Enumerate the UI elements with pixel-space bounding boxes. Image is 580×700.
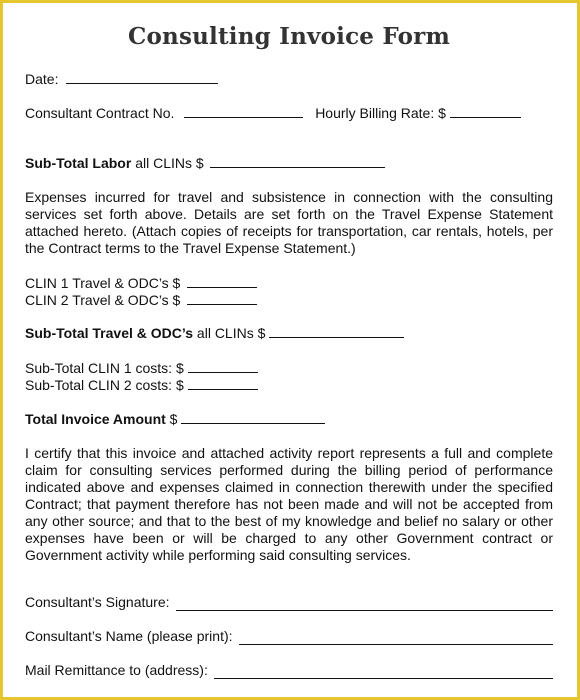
total-invoice-label: Total Invoice Amount — [25, 411, 166, 427]
contract-row — [25, 104, 521, 122]
subtotal-clin1-field[interactable] — [188, 359, 258, 373]
subtotal-travel-label: Sub-Total Travel & ODC’s — [25, 325, 194, 341]
name-label: Consultant’s Name (please print): — [25, 628, 233, 644]
clin1-travel-row — [25, 274, 257, 292]
total-invoice-suffix: $ — [169, 411, 178, 427]
clin2-travel-field[interactable] — [187, 291, 257, 305]
remittance-address-field[interactable] — [214, 665, 553, 679]
date-row — [25, 70, 218, 88]
date-field[interactable] — [66, 70, 218, 84]
signature-label: Consultant’s Signature: — [25, 594, 170, 610]
contract-number-field[interactable] — [184, 104, 303, 118]
subtotal-labor-field[interactable] — [210, 154, 385, 168]
expenses-paragraph: Expenses incurred for travel and subsistence in connection with the consulting services set forth above. Details are set forth on the Travel Expense Statement attached hereto. (Attach copies of receipts for transportation, car rentals, hotels, per the Contract terms to the Travel Expense Statement.) — [25, 189, 553, 256]
contract-label: Consultant Contract No. — [25, 105, 175, 121]
clin1-travel-label: CLIN 1 Travel & ODC’s $ — [25, 275, 181, 291]
hourly-rate-field[interactable] — [450, 104, 521, 118]
clin2-travel-row — [25, 291, 257, 309]
subtotal-travel-field[interactable] — [269, 324, 404, 338]
total-invoice-row — [25, 410, 325, 428]
subtotal-travel-suffix: all CLINs $ — [196, 325, 266, 341]
subtotal-clin1-row — [25, 359, 258, 377]
signature-field[interactable] — [176, 597, 554, 611]
name-field[interactable] — [239, 631, 553, 645]
hourly-rate-label: Hourly Billing Rate: $ — [315, 105, 446, 121]
subtotal-clin2-field[interactable] — [188, 376, 258, 390]
subtotal-travel-row — [25, 324, 404, 342]
total-invoice-field[interactable] — [181, 410, 325, 424]
subtotal-clin1-label: Sub-Total CLIN 1 costs: $ — [25, 360, 184, 376]
date-label: Date: — [25, 71, 59, 87]
signature-row — [25, 594, 553, 611]
page-title: Consulting Invoice Form — [128, 23, 450, 50]
subtotal-labor-suffix: all CLINs $ — [135, 155, 204, 171]
remittance-label: Mail Remittance to (address): — [25, 662, 208, 678]
certification-paragraph: I certify that this invoice and attached activity report represents a full and complete claim for consulting services performed during the billing period of performance indicated above and expenses claimed in connection therewith under the specified Contract; that payment therefore has not been made and will not be accepted from any other source; and that to the best of my knowledge and belief no salary or other expenses have been or will be charged to any other Government contract or Government activity while performing said consulting services. — [25, 445, 553, 563]
remittance-row — [25, 662, 553, 679]
subtotal-clin2-row — [25, 376, 258, 394]
subtotal-labor-row — [25, 154, 385, 172]
subtotal-clin2-label: Sub-Total CLIN 2 costs: $ — [25, 377, 184, 393]
clin2-travel-label: CLIN 2 Travel & ODC’s $ — [25, 292, 181, 308]
name-row — [25, 628, 553, 645]
clin1-travel-field[interactable] — [187, 274, 257, 288]
subtotal-labor-label: Sub-Total Labor — [25, 155, 132, 171]
